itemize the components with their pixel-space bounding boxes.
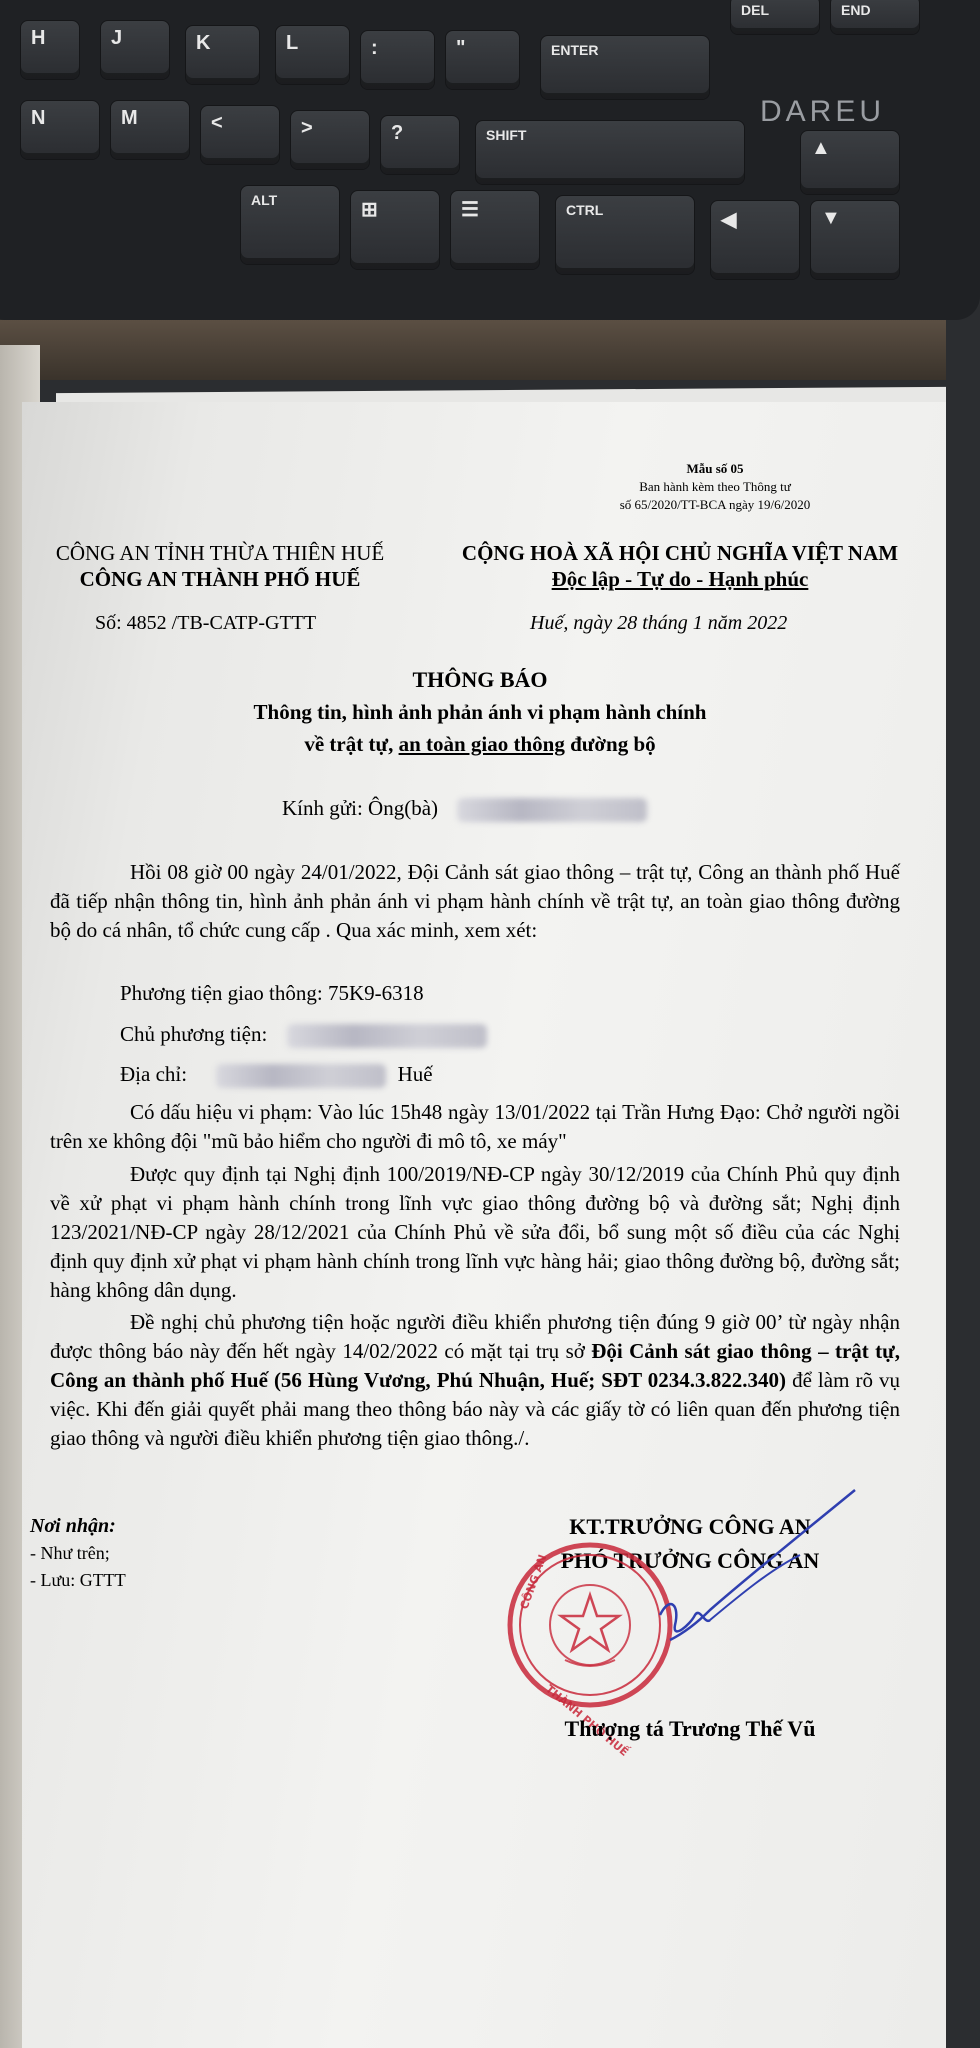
key-quote: " [445, 30, 520, 90]
signer-name: Thượng tá Trương Thế Vũ [564, 1716, 816, 1741]
country-line-1: CỘNG HOÀ XÃ HỘI CHỦ NGHĨA VIỆT NAM [461, 541, 899, 565]
paragraph-violation: Có dấu hiệu vi phạm: Vào lúc 15h48 ngày 13/01/2022 tại Trần Hưng Đạo: Chở người ngồi trên xe không đội "mũ bảo hiểm cho người đi mô tô, xe máy" [50, 1100, 900, 1153]
recipient-label: Kính gửi: Ông(bà) [282, 796, 439, 820]
key-period: > [290, 110, 370, 170]
key-l: L [275, 25, 350, 85]
arrow-left-icon: ◀ [721, 209, 737, 231]
signature-line-1: KT.TRƯỞNG CÔNG AN [569, 1514, 811, 1539]
form-issued-line-2: số 65/2020/TT-BCA ngày 19/6/2020 [619, 497, 811, 512]
key-shift: SHIFT [475, 120, 745, 185]
request-office: Đội Cảnh sát giao thông – trật tự, Công an thành phố Huế (56 Hùng Vương, Phú Nhuận, Huế; SĐT 0234.3.822.340) [50, 1339, 900, 1392]
recipients-block [30, 1513, 126, 1594]
title-sub-2c: đường bộ [564, 732, 656, 756]
title-main: THÔNG BÁO [412, 667, 548, 692]
key-alt: ALT [240, 185, 340, 265]
svg-text:THÀNH PHỐ HUẾ: THÀNH PHỐ HUẾ [543, 1682, 631, 1759]
arrow-down-icon: ▼ [821, 207, 841, 229]
agency-header [30, 540, 410, 592]
address-label: Địa chỉ: [120, 1062, 188, 1086]
title-sub-2b: an toàn giao thông [398, 732, 565, 756]
key-arrow-down [810, 200, 900, 280]
key-j: J [100, 20, 170, 80]
svg-text:CÔNG AN: CÔNG AN [517, 1552, 550, 1612]
country-motto: Độc lập - Tự do - Hạnh phúc [551, 567, 809, 591]
key-windows [350, 190, 440, 270]
agency-line-1: CÔNG AN TỈNH THỪA THIÊN HUẾ [55, 541, 385, 565]
recipient-item: - Như trên; [30, 1543, 110, 1563]
signature-line-2: PHÓ TRƯỞNG CÔNG AN [560, 1548, 820, 1573]
key-arrow-up [800, 130, 900, 195]
key-comma: < [200, 105, 280, 165]
address-city: Huế [397, 1062, 433, 1086]
agency-line-2: CÔNG AN THÀNH PHỐ HUẾ [79, 567, 361, 591]
country-header [430, 540, 930, 592]
request-part-1: Đề nghị chủ phương tiện hoặc người điều khiển phương tiện đúng 9 giờ 00’ từ ngày nhận được thông báo này đến hết ngày 14/02/2022 có mặt tại trụ sở [50, 1310, 900, 1363]
recipient-line [282, 796, 647, 822]
title-sub-2a: về trật tự, [304, 732, 399, 756]
owner-name-redacted [287, 1024, 487, 1048]
windows-icon: ⊞ [361, 199, 378, 221]
recipient-item: - Lưu: GTTT [30, 1570, 126, 1590]
key-ctrl: CTRL [555, 195, 695, 275]
recipients-heading: Nơi nhận: [30, 1515, 116, 1537]
desk-surface [0, 320, 946, 380]
vehicle-plate: Phương tiện giao thông: 75K9-6318 [120, 981, 424, 1005]
form-number-block [530, 460, 900, 514]
keyboard-photo [0, 0, 946, 360]
address-redacted [216, 1064, 386, 1088]
handwritten-signature [600, 1475, 900, 1675]
title-sub-2 [150, 728, 810, 760]
document-number: Số: 4852 /TB-CATP-GTTT [95, 612, 317, 634]
recipient-name-redacted [457, 798, 647, 822]
owner-address [120, 1062, 433, 1088]
key-del: DEL [730, 0, 820, 35]
paragraph-request [50, 1308, 900, 1453]
key-slash: ? [380, 115, 460, 175]
keyboard-brand-logo: DAREU [760, 95, 886, 128]
form-number: Mẫu số 05 [686, 461, 744, 476]
owner-label: Chủ phương tiện: [120, 1022, 268, 1046]
key-menu [450, 190, 540, 270]
request-part-3: để làm rõ vụ việc. Khi đến giải quyết phải mang theo thông báo này và các giấy tờ có liên quan đến phương tiện giao thông và người điều khiển phương tiện giao thông./. [50, 1368, 900, 1450]
key-k: K [185, 25, 260, 85]
key-n: N [20, 100, 100, 160]
key-m: M [110, 100, 190, 160]
menu-icon: ☰ [461, 199, 479, 221]
arrow-up-icon: ▲ [811, 137, 831, 159]
vehicle-owner [120, 1022, 487, 1048]
key-arrow-left [710, 200, 800, 280]
paragraph-legal-basis: Được quy định tại Nghị định 100/2019/NĐ-CP ngày 30/12/2019 của Chính Phủ quy định về xử phạt vi phạm hành chính trong lĩnh vực giao thông đường bộ và đường sắt; Nghị định 123/2021/NĐ-CP ngày 28/12/2021 của Chính Phủ về sửa đổi, bổ sung một số điều của các Nghị định quy định xử phạt vi phạm hành chính trong lĩnh vực hàng hải; giao thông đường bộ, đường sắt; hàng không dân dụng. [50, 1162, 900, 1302]
title-sub-1: Thông tin, hình ảnh phản ánh vi phạm hành chính [253, 700, 707, 724]
key-end: END [830, 0, 920, 35]
form-issued-line-1: Ban hành kèm theo Thông tư [639, 479, 791, 494]
document-title [150, 664, 810, 760]
document-date: Huế, ngày 28 tháng 1 năm 2022 [530, 612, 788, 634]
paragraph-intro: Hồi 08 giờ 00 ngày 24/01/2022, Đội Cảnh sát giao thông – trật tự, Công an thành phố Huế đã tiếp nhận thông tin, hình ảnh phản ánh vi phạm hành chính về trật tự, an toàn giao thông đường bộ do cá nhân, tổ chức cung cấp . Qua xác minh, xem xét: [50, 860, 900, 942]
key-enter: ENTER [540, 35, 710, 100]
key-semicolon: : [360, 30, 435, 90]
key-h: H [20, 20, 80, 80]
